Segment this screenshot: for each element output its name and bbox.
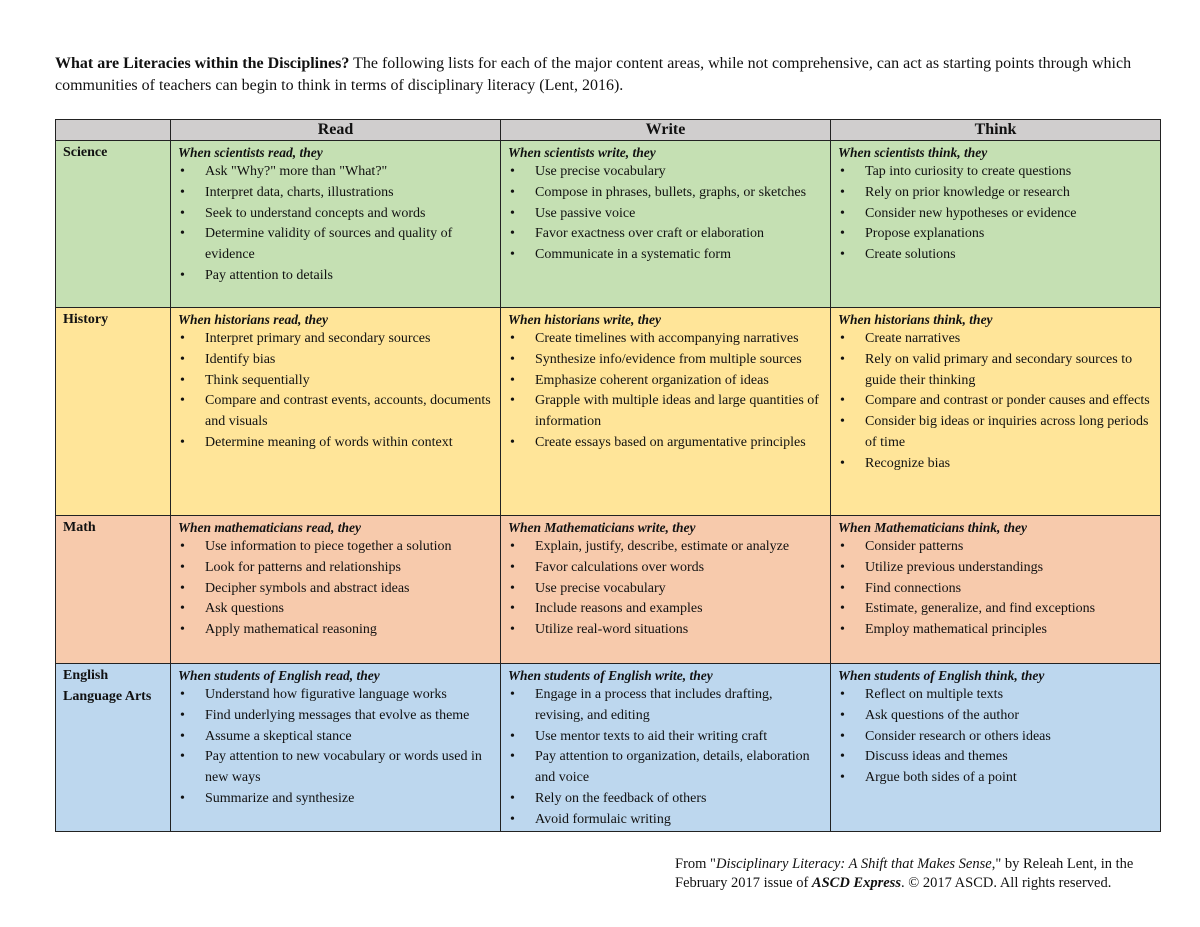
list-item: • Interpret primary and secondary sources xyxy=(178,329,494,350)
list-item: • Favor exactness over craft or elaboration xyxy=(508,224,824,245)
list-item: • Include reasons and examples xyxy=(508,599,824,620)
cell-lead: When scientists think, they xyxy=(838,145,988,160)
bullet-list xyxy=(178,685,494,810)
list-item: • Identify bias xyxy=(178,350,494,371)
credit-middle: ," by Releah Lent, in the February 2017 issue of xyxy=(675,856,1134,891)
credit-suffix: . © 2017 ASCD. All rights reserved. xyxy=(900,875,1112,891)
list-item: • Create narratives xyxy=(838,329,1154,350)
cell-lead: When students of English write, they xyxy=(508,668,713,683)
bullet-list xyxy=(508,162,824,266)
list-item: • Rely on the feedback of others xyxy=(508,789,824,810)
cell-write xyxy=(501,664,831,832)
list-item: • Compare and contrast or ponder causes and effects xyxy=(838,391,1154,412)
cell-write xyxy=(501,141,831,308)
bullet-list xyxy=(178,537,494,641)
credit-publication: ASCD Express xyxy=(811,875,901,891)
subject-label: Math xyxy=(56,516,171,664)
corner-cell xyxy=(56,120,171,141)
list-item: • Avoid formulaic writing xyxy=(508,810,824,831)
list-item: • Think sequentially xyxy=(178,371,494,392)
list-item: • Look for patterns and relationships xyxy=(178,558,494,579)
list-item: • Emphasize coherent organization of ideas xyxy=(508,371,824,392)
list-item: • Find connections xyxy=(838,579,1154,600)
bullet-list xyxy=(838,685,1154,789)
list-item: • Ask "Why?" more than "What?" xyxy=(178,162,494,183)
bullet-list xyxy=(508,537,824,641)
cell-lead: When historians read, they xyxy=(178,312,329,327)
list-item: • Recognize bias xyxy=(838,454,1154,475)
list-item: • Argue both sides of a point xyxy=(838,768,1154,789)
table-row xyxy=(56,516,1161,664)
cell-lead: When Mathematicians write, they xyxy=(508,520,696,535)
list-item: • Rely on valid primary and secondary sources to guide their thinking xyxy=(838,350,1154,392)
list-item: • Understand how figurative language works xyxy=(178,685,494,706)
list-item: • Determine meaning of words within context xyxy=(178,433,494,454)
list-item: • Rely on prior knowledge or research xyxy=(838,183,1154,204)
list-item: • Create solutions xyxy=(838,245,1154,266)
list-item: • Pay attention to organization, details, elaboration and voice xyxy=(508,747,824,789)
list-item: • Communicate in a systematic form xyxy=(508,245,824,266)
cell-think xyxy=(831,308,1161,516)
cell-lead: When students of English read, they xyxy=(178,668,380,683)
subject-label: Science xyxy=(56,141,171,308)
list-item: • Create essays based on argumentative principles xyxy=(508,433,824,454)
cell-read xyxy=(171,516,501,664)
list-item: • Employ mathematical principles xyxy=(838,620,1154,641)
list-item: • Ask questions xyxy=(178,599,494,620)
cell-lead: When historians write, they xyxy=(508,312,662,327)
list-item: • Reflect on multiple texts xyxy=(838,685,1154,706)
list-item: • Estimate, generalize, and find exceptions xyxy=(838,599,1154,620)
list-item: • Decipher symbols and abstract ideas xyxy=(178,579,494,600)
subject-label: English Language Arts xyxy=(56,664,171,832)
cell-think xyxy=(831,516,1161,664)
intro-paragraph xyxy=(55,53,1155,97)
cell-think xyxy=(831,141,1161,308)
column-header-think: Think xyxy=(831,120,1161,141)
list-item: • Pay attention to new vocabulary or words used in new ways xyxy=(178,747,494,789)
list-item: • Consider big ideas or inquiries across long periods of time xyxy=(838,412,1154,454)
list-item: • Synthesize info/evidence from multiple sources xyxy=(508,350,824,371)
cell-write xyxy=(501,516,831,664)
table-row xyxy=(56,141,1161,308)
list-item: • Use passive voice xyxy=(508,204,824,225)
list-item: • Use precise vocabulary xyxy=(508,162,824,183)
column-header-write: Write xyxy=(501,120,831,141)
cell-read xyxy=(171,141,501,308)
list-item: • Explain, justify, describe, estimate or analyze xyxy=(508,537,824,558)
bullet-list xyxy=(838,329,1154,475)
cell-read xyxy=(171,308,501,516)
bullet-list xyxy=(508,329,824,454)
list-item: • Discuss ideas and themes xyxy=(838,747,1154,768)
column-header-read: Read xyxy=(171,120,501,141)
bullet-list xyxy=(838,537,1154,641)
bullet-list xyxy=(838,162,1154,266)
list-item: • Compare and contrast events, accounts, documents and visuals xyxy=(178,391,494,433)
list-item: • Consider research or others ideas xyxy=(838,727,1154,748)
list-item: • Consider new hypotheses or evidence xyxy=(838,204,1154,225)
list-item: • Ask questions of the author xyxy=(838,706,1154,727)
list-item: • Favor calculations over words xyxy=(508,558,824,579)
list-item: • Find underlying messages that evolve as theme xyxy=(178,706,494,727)
cell-think xyxy=(831,664,1161,832)
list-item: • Interpret data, charts, illustrations xyxy=(178,183,494,204)
cell-lead: When mathematicians read, they xyxy=(178,520,362,535)
credit-line xyxy=(675,855,1175,893)
list-item: • Use mentor texts to aid their writing craft xyxy=(508,727,824,748)
credit-article: Disciplinary Literacy: A Shift that Makes Sense xyxy=(715,856,992,872)
list-item: • Use information to piece together a solution xyxy=(178,537,494,558)
intro-heading: What are Literacies within the Disciplines? xyxy=(55,55,350,72)
list-item: • Propose explanations xyxy=(838,224,1154,245)
list-item: • Tap into curiosity to create questions xyxy=(838,162,1154,183)
list-item: • Utilize previous understandings xyxy=(838,558,1154,579)
cell-lead: When scientists read, they xyxy=(178,145,323,160)
subject-label: History xyxy=(56,308,171,516)
cell-read xyxy=(171,664,501,832)
header-row xyxy=(56,120,1161,141)
list-item: • Utilize real-word situations xyxy=(508,620,824,641)
cell-write xyxy=(501,308,831,516)
cell-lead: When Mathematicians think, they xyxy=(838,520,1028,535)
list-item: • Pay attention to details xyxy=(178,266,494,287)
list-item: • Seek to understand concepts and words xyxy=(178,204,494,225)
intro-text: The following lists for each of the major content areas, while not comprehensive, can act as starting points through which communities of teachers can begin to think in terms of disciplinary literacy (Lent, 2016). xyxy=(55,55,1132,94)
table-row xyxy=(56,308,1161,516)
cell-lead: When scientists write, they xyxy=(508,145,656,160)
list-item: • Summarize and synthesize xyxy=(178,789,494,810)
list-item: • Use precise vocabulary xyxy=(508,579,824,600)
list-item: • Compose in phrases, bullets, graphs, or sketches xyxy=(508,183,824,204)
bullet-list xyxy=(508,685,824,831)
bullet-list xyxy=(178,162,494,287)
list-item: • Assume a skeptical stance xyxy=(178,727,494,748)
bullet-list xyxy=(178,329,494,454)
list-item: • Consider patterns xyxy=(838,537,1154,558)
cell-lead: When students of English think, they xyxy=(838,668,1045,683)
list-item: • Engage in a process that includes drafting, revising, and editing xyxy=(508,685,824,727)
list-item: • Grapple with multiple ideas and large quantities of information xyxy=(508,391,824,433)
literacy-table xyxy=(55,119,1161,832)
list-item: • Determine validity of sources and quality of evidence xyxy=(178,224,494,266)
table-row xyxy=(56,664,1161,832)
list-item: • Apply mathematical reasoning xyxy=(178,620,494,641)
credit-prefix: From " xyxy=(675,856,716,872)
cell-lead: When historians think, they xyxy=(838,312,993,327)
list-item: • Create timelines with accompanying narratives xyxy=(508,329,824,350)
